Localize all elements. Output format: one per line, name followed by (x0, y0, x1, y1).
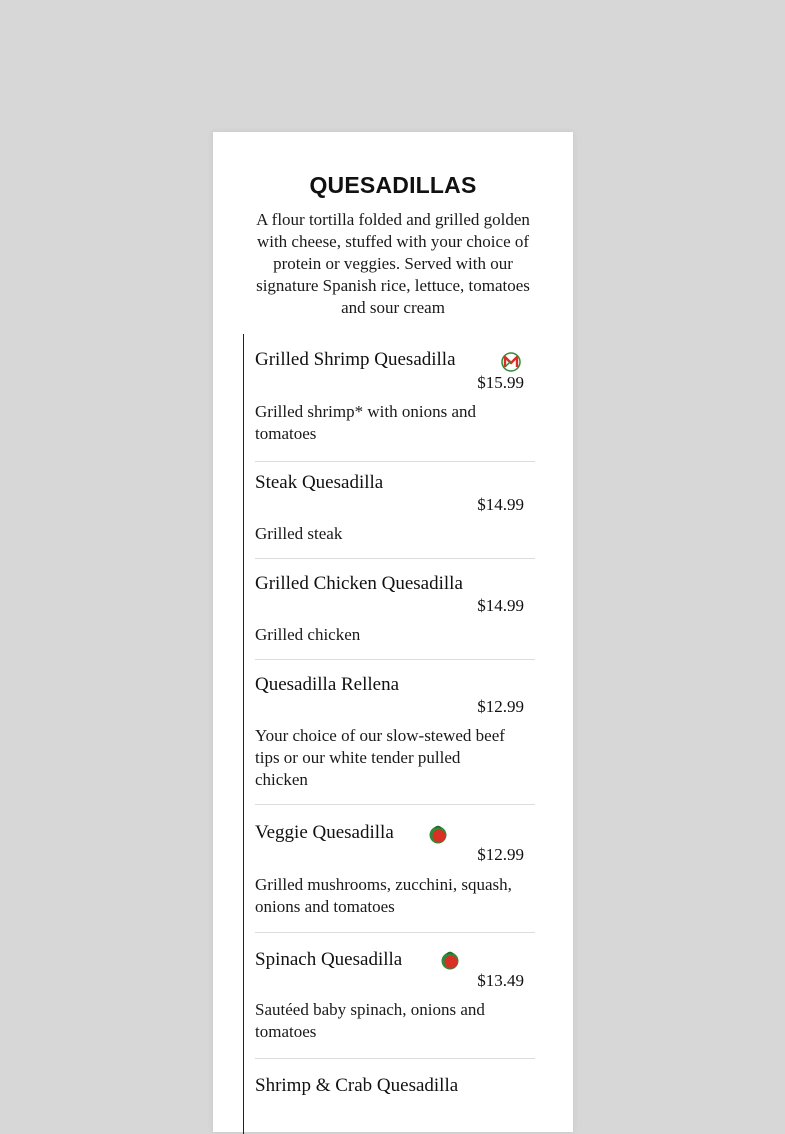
item-divider (255, 558, 535, 559)
item-price: $12.99 (477, 845, 524, 864)
item-name: Spinach Quesadilla (255, 949, 403, 970)
item-divider (255, 932, 535, 933)
item-name: Steak Quesadilla (255, 472, 384, 493)
item-price: $13.49 (477, 971, 524, 990)
menu-item[interactable] (255, 672, 535, 805)
item-name: Grilled Chicken Quesadilla (255, 573, 463, 594)
section-title: QUESADILLAS (309, 172, 477, 198)
item-price: $15.99 (477, 373, 524, 392)
menu-card (213, 132, 573, 1132)
menu-item[interactable] (255, 947, 535, 1059)
item-price: $14.99 (477, 596, 524, 615)
menu-item[interactable] (255, 347, 535, 462)
menu-item[interactable] (255, 470, 535, 559)
item-divider (255, 461, 535, 462)
item-divider (255, 659, 535, 660)
item-divider (255, 804, 535, 805)
item-description: Grilled mushrooms, zucchini, squash, onions and tomatoes (255, 875, 512, 916)
item-price: $12.99 (477, 697, 524, 716)
item-description: Grilled chicken (255, 625, 361, 644)
tomato-icon (440, 950, 460, 970)
menu-item[interactable] (255, 571, 535, 660)
item-description: Sautéed baby spinach, onions and tomatoes (255, 1000, 485, 1041)
m-icon (501, 352, 521, 372)
item-description: Grilled steak (255, 524, 343, 543)
tomato-icon (428, 824, 448, 844)
item-divider (255, 1058, 535, 1059)
item-name: Grilled Shrimp Quesadilla (255, 349, 456, 370)
item-name: Quesadilla Rellena (255, 674, 400, 695)
item-description: Grilled shrimp* with onions and tomatoes (255, 402, 476, 443)
section-description: A flour tortilla folded and grilled golden with cheese, stuffed with your choice of protein or veggies. Served with our signature Spanish rice, lettuce, tomatoes and sour cream (256, 210, 530, 317)
item-name: Shrimp & Crab Quesadilla (255, 1075, 459, 1096)
item-name: Veggie Quesadilla (255, 822, 394, 843)
item-description: Your choice of our slow-stewed beef tips or our white tender pulled chicken (255, 726, 505, 789)
menu-item-list (243, 334, 535, 1134)
menu-item[interactable] (255, 1073, 535, 1133)
menu-item[interactable] (255, 820, 535, 933)
item-price: $14.99 (477, 495, 524, 514)
